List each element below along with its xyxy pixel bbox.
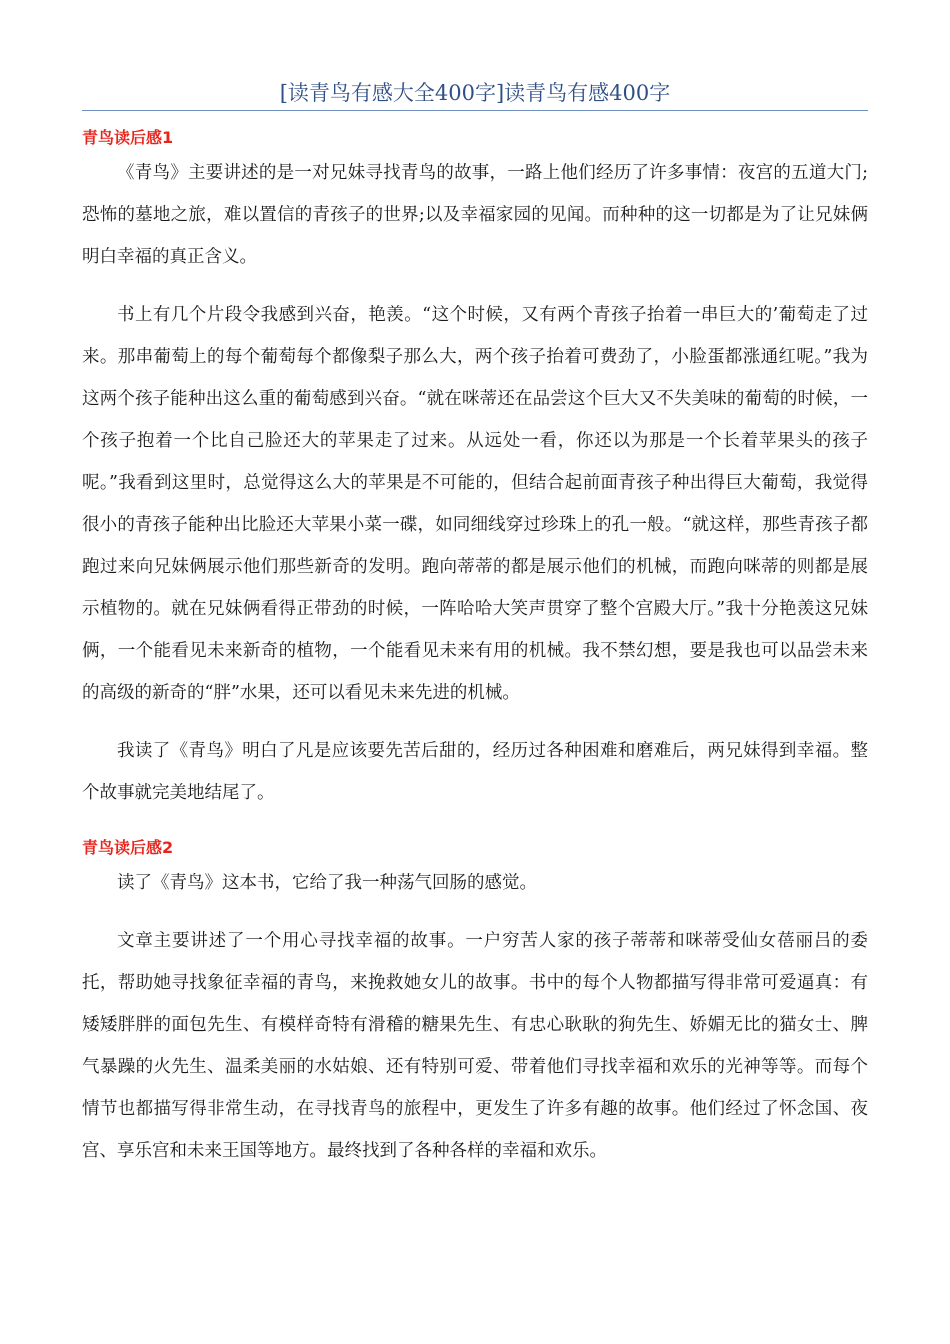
paragraph: 《青鸟》主要讲述的是一对兄妹寻找青鸟的故事，一路上他们经历了许多事情：夜宫的五道大门;恐怖的墓地之旅，难以置信的青孩子的世界;以及幸福家园的见闻。而种种的这一切都是为了让兄妹俩明白幸福的真正含义。 (82, 163, 868, 267)
document-header-title: [读青鸟有感大全400字]读青鸟有感400字 (279, 81, 671, 105)
document-body (82, 124, 868, 1172)
paragraph: 文章主要讲述了一个用心寻找幸福的故事。一户穷苦人家的孩子蒂蒂和咪蒂受仙女蓓丽吕的委托，帮助她寻找象征幸福的青鸟，来挽救她女儿的故事。书中的每个人物都描写得非常可爱逼真：有矮矮胖胖的面包先生、有模样奇特有滑稽的糖果先生、有忠心耿耿的狗先生、娇媚无比的猫女士、脾气暴躁的火先生、温柔美丽的水姑娘、还有特别可爱、带着他们寻找幸福和欢乐的光神等等。而每个情节也都描写得非常生动，在寻找青鸟的旅程中，更发生了许多有趣的故事。他们经过了怀念国、夜宫、享乐宫和未来王国等地方。最终找到了各种各样的幸福和欢乐。 (82, 931, 868, 1161)
section-1 (82, 124, 868, 814)
paragraph: 我读了《青鸟》明白了凡是应该要先苦后甜的，经历过各种困难和磨难后，两兄妹得到幸福。整个故事就完美地结尾了。 (82, 741, 868, 803)
section-2 (82, 834, 868, 1172)
paragraph: 读了《青鸟》这本书，它给了我一种荡气回肠的感觉。 (117, 873, 537, 893)
header-divider (82, 110, 868, 111)
section-title: 青鸟读后感1 (82, 128, 174, 147)
section-title: 青鸟读后感2 (82, 838, 174, 857)
paragraph: 书上有几个片段令我感到兴奋，艳羡。“这个时候，又有两个青孩子抬着一串巨大的’葡萄走了过来。那串葡萄上的每个葡萄每个都像梨子那么大，两个孩子抬着可费劲了，小脸蛋都涨通红呢。”我为这两个孩子能种出这么重的葡萄感到兴奋。“就在咪蒂还在品尝这个巨大又不失美味的葡萄的时候，一个孩子抱着一个比自己脸还大的苹果走了过来。从远处一看，你还以为那是一个长着苹果头的孩子呢。”我看到这里时，总觉得这么大的苹果是不可能的，但结合起前面青孩子种出得巨大葡萄，我觉得很小的青孩子能种出比脸还大苹果小菜一碟，如同细线穿过珍珠上的孔一般。“就这样，那些青孩子都跑过来向兄妹俩展示他们那些新奇的发明。跑向蒂蒂的都是展示他们的机械，而跑向咪蒂的则都是展示植物的。就在兄妹俩看得正带劲的时候，一阵哈哈大笑声贯穿了整个宫殿大厅。”我十分艳羡这兄妹俩，一个能看见未来新奇的植物，一个能看见未来有用的机械。我不禁幻想，要是我也可以品尝未来的高级的新奇的“胖”水果，还可以看见未来先进的机械。 (82, 305, 868, 703)
